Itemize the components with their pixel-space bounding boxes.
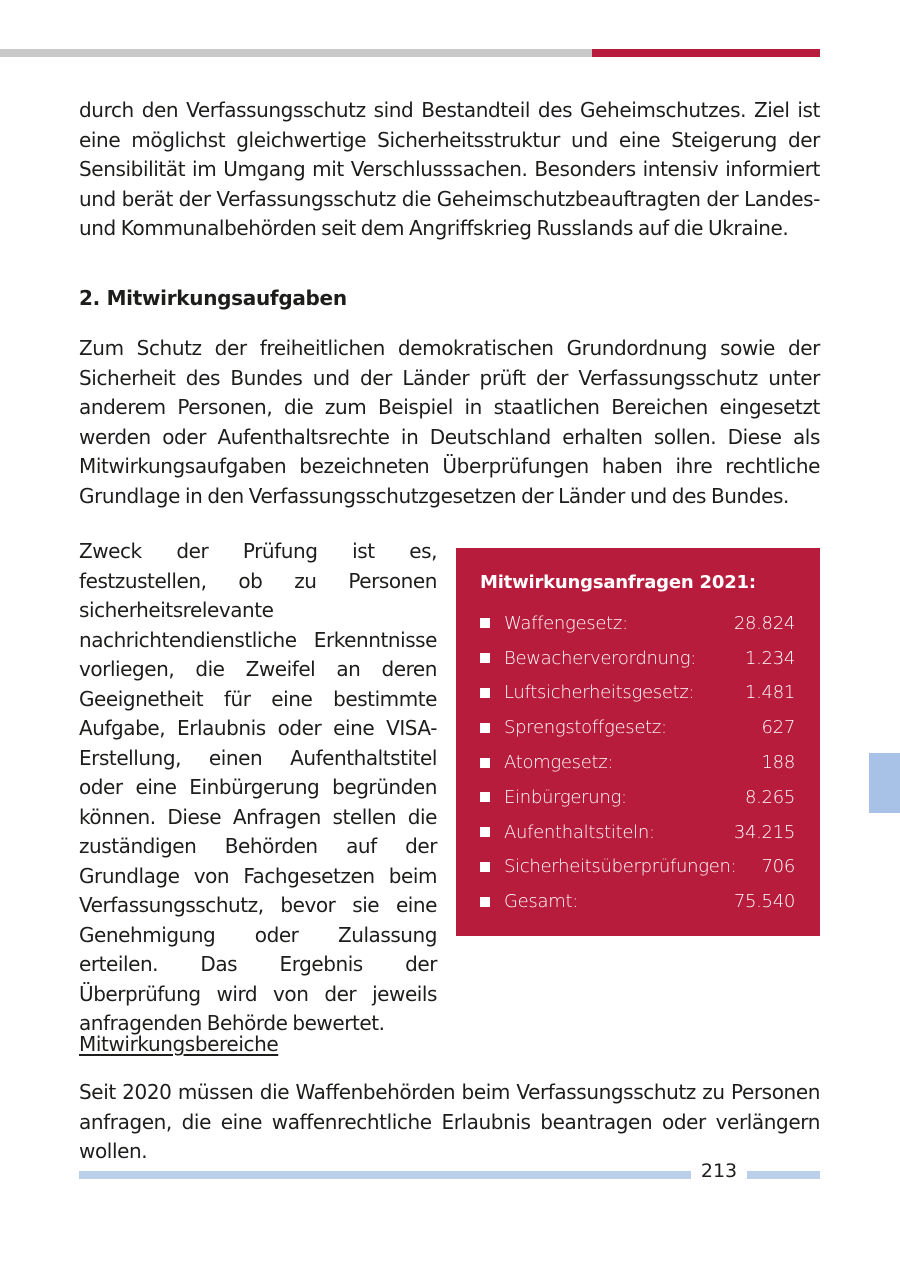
square-bullet-icon	[480, 723, 490, 733]
statistics-value: 75.540	[733, 891, 795, 913]
paragraph-zweck-der-pruefung: Zweck der Prüfung ist es, festzustellen, ob zu Personen sicherheitsrelevante nachrichtendienstliche Erkenntnisse vorliegen, die Zweifel an deren Geeignetheit für eine bestimmte Aufgabe, Erlaubnis oder eine VISA-Erstellung, einen Aufenthaltstitel oder eine Einbürgerung begründen können. Diese Anfragen stellen die zuständigen Behörden auf der Grundlage von Fachgesetzen beim Verfassungsschutz, bevor sie eine Genehmigung oder Zulassung erteilen. Das Ergebnis der Überprüfung wird von der jeweils anfragenden Behörde bewertet.	[79, 539, 437, 1035]
square-bullet-icon	[480, 688, 490, 698]
section-heading: 2. Mitwirkungsaufgaben	[79, 286, 347, 310]
statistics-value: 34.215	[733, 821, 795, 843]
statistics-value: 627	[761, 717, 795, 739]
statistics-label: Aufenthaltstiteln:	[504, 821, 655, 843]
statistics-box-title: Mitwirkungsanfragen 2021:	[480, 572, 756, 593]
chapter-tab-marker	[869, 753, 900, 813]
statistics-value: 8.265	[744, 786, 795, 808]
paragraph-mitwirkungsaufgaben: Zum Schutz der freiheitlichen demokratischen Grundordnung sowie der Sicherheit des Bundes und der Länder prüft der Verfassungsschutz unter anderem Personen, die zum Beispiel in staatlichen Bereichen eingesetzt werden oder Aufenthaltsrechte in Deutschland erhalten sollen. Diese als Mitwirkungsaufgaben bezeichneten Überprüfungen haben ihre rechtliche Grundlage in den Verfassungsschutzgesetzen der Länder und des Bundes.	[79, 336, 820, 508]
statistics-label: Einbürgerung:	[504, 786, 627, 808]
statistics-row	[480, 676, 795, 711]
statistics-row	[480, 850, 795, 885]
statistics-row	[480, 745, 795, 780]
statistics-row	[480, 606, 795, 641]
paragraph-waffenbehoerden: Seit 2020 müssen die Waffenbehörden beim Verfassungsschutz zu Personen anfragen, die eine waffenrechtliche Erlaubnis beantragen oder verlängern wollen.	[79, 1080, 820, 1163]
subheading-mitwirkungsbereiche: Mitwirkungsbereiche	[79, 1032, 279, 1056]
statistics-row	[480, 780, 795, 815]
statistics-label: Sprengstoffgesetz:	[504, 717, 667, 739]
square-bullet-icon	[480, 897, 490, 907]
square-bullet-icon	[480, 653, 490, 663]
statistics-label: Sicherheitsüberprüfungen:	[504, 856, 737, 878]
paragraph-geheimschutz: durch den Verfassungsschutz sind Bestandteil des Geheimschutzes. Ziel ist eine möglichst gleichwertige Sicherheitsstruktur und eine Steigerung der Sensibilität im Umgang mit Verschlusssachen. Besonders intensiv informiert und berät der Verfassungsschutz die Geheimschutzbeauftragten der Landes- und Kommunalbehörden seit dem Angriffskrieg Russlands auf die Ukraine.	[79, 98, 820, 240]
statistics-label: Luftsicherheitsgesetz:	[504, 682, 695, 704]
statistics-row-total	[480, 884, 795, 919]
statistics-box	[456, 548, 820, 936]
statistics-value: 1.481	[744, 682, 795, 704]
statistics-value: 706	[761, 856, 795, 878]
square-bullet-icon	[480, 862, 490, 872]
footer-rule-right	[747, 1171, 820, 1179]
statistics-row	[480, 815, 795, 850]
statistics-value: 188	[761, 752, 795, 774]
square-bullet-icon	[480, 827, 490, 837]
statistics-label: Gesamt:	[504, 891, 578, 913]
footer-rule-left	[79, 1171, 691, 1179]
statistics-label: Waffengesetz:	[504, 612, 628, 634]
square-bullet-icon	[480, 618, 490, 628]
page-number: 213	[700, 1160, 738, 1182]
statistics-label: Bewacherverordnung:	[504, 647, 697, 669]
square-bullet-icon	[480, 792, 490, 802]
statistics-label: Atomgesetz:	[504, 752, 614, 774]
square-bullet-icon	[480, 758, 490, 768]
statistics-list	[480, 606, 795, 919]
statistics-value: 28.824	[733, 612, 795, 634]
header-rule-red	[592, 49, 820, 57]
statistics-row	[480, 710, 795, 745]
statistics-value: 1.234	[744, 647, 795, 669]
header-rule-grey	[0, 49, 592, 57]
statistics-row	[480, 641, 795, 676]
